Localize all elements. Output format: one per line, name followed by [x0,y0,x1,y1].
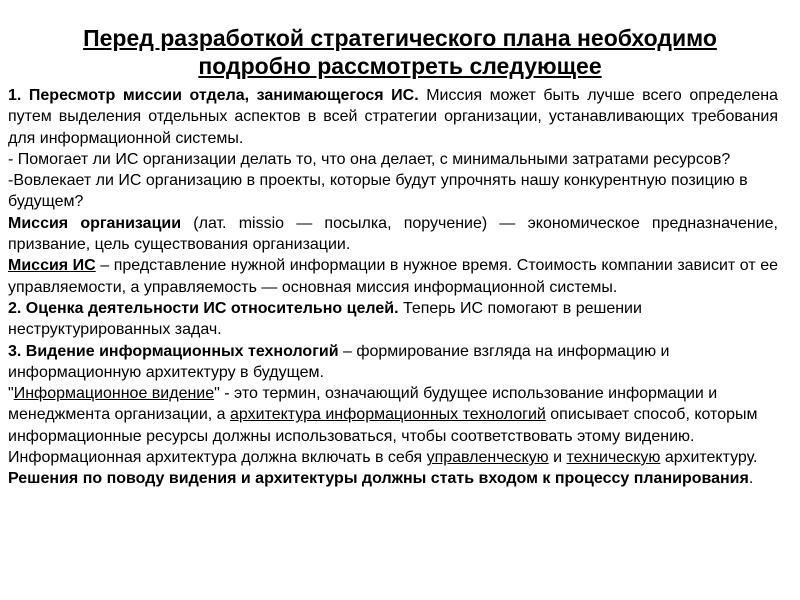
link-it-architecture[interactable]: архитектура информационных технологий [230,406,546,424]
paragraph-heading: Миссия организации [8,214,182,232]
paragraph-text: Миссия может быть лучше всего определена путем выделения отдельных аспектов в всей стратегии организации, устанавливающих требования для информационной системы. [8,87,778,147]
paragraph-text: Информационная архитектура должна включать в себя [8,449,427,467]
paragraph-planning-input [8,468,778,489]
paragraph-heading: 1. Пересмотр миссии отдела, занимающегося ИС. [8,87,419,104]
paragraph-text: описывает способ, которым информационные ресурсы должны использоваться, чтобы соответствовать этому видению. [8,406,758,445]
paragraph-text: . [748,470,754,488]
slide-title-line-2: подробно рассмотреть следующее [198,53,602,79]
question-minimal-costs [8,149,778,170]
slide-title-line-1: Перед разработкой стратегического плана необходимо [83,25,717,51]
slide-body [8,85,778,490]
question-competitive-position [8,170,778,213]
paragraph-text: и [548,449,567,467]
paragraph-is-mission [8,255,778,298]
paragraph-text: (лат. missio — посылка, поручение) — экономическое предназначение, призвание, цель существования организации. [8,214,778,254]
paragraph-text: " - это термин, означающий будущее использование информации и менеджмента организации, а [8,385,718,424]
paragraph-text: архитектуру. [660,449,758,467]
link-technical-architecture[interactable]: техническую [566,449,661,467]
paragraph-organization-mission [8,213,778,256]
quote-mark: " [8,385,14,403]
paragraph-text: -Вовлекает ли ИС организацию в проекты, которые будут упрочнять нашу конкурентную позицию в будущем? [8,172,748,211]
paragraph-text: – представление нужной информации в нужное время. Стоимость компании зависит от ее управляемости, а управляемость — основная миссия информационной системы. [8,257,779,296]
paragraph-text: – формирование взгляда на информацию и информационную архитектуру в будущем. [8,342,670,381]
paragraph-performance-evaluation [8,298,778,341]
link-management-architecture[interactable]: управленческую [426,449,549,467]
paragraph-it-vision [8,341,778,384]
slide-title [20,24,780,80]
paragraph-heading: Решения по поводу видения и архитектуры должны стать входом к процессу планирования [8,470,749,488]
paragraph-information-architecture [8,447,778,468]
paragraph-text: - Помогает ли ИС организации делать то, что она делает, с минимальными затратами ресурсов? [8,150,731,168]
link-information-vision[interactable]: Информационное видение [13,385,215,403]
paragraph-heading: Миссия ИС [8,257,96,275]
paragraph-heading: 3. Видение информационных технологий [8,342,339,360]
paragraph-mission-review [8,85,778,149]
paragraph-text: Теперь ИС помогают в решении неструктурированных задач. [8,299,642,339]
paragraph-information-vision [8,383,778,447]
paragraph-heading: 2. Оценка деятельности ИС относительно целей. [8,299,399,317]
